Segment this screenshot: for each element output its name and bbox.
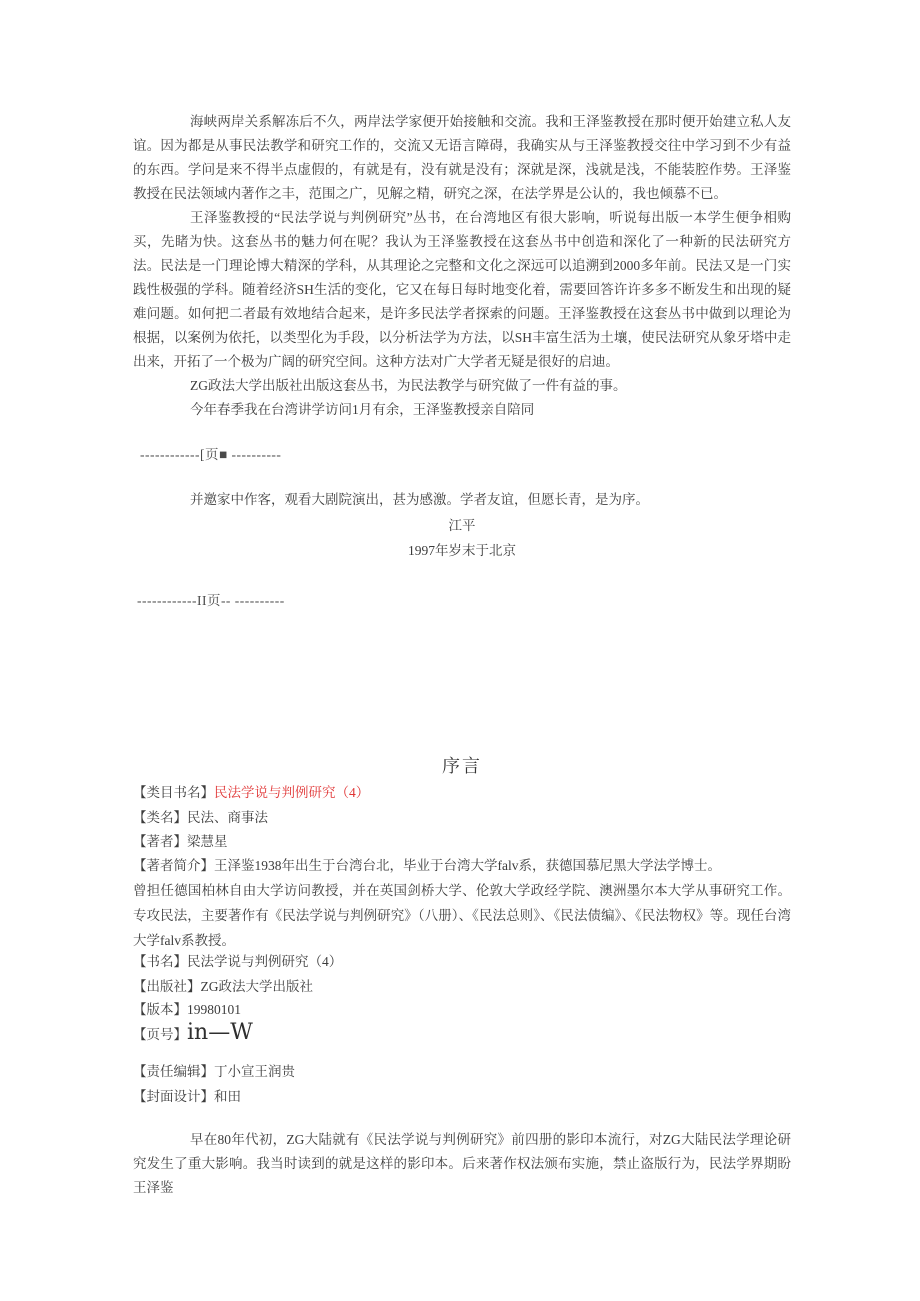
meta-value-author: 梁慧星	[187, 834, 228, 849]
preface-heading: 序言	[442, 756, 482, 776]
meta-value-cover-design: 和田	[214, 1089, 241, 1104]
meta-value-publisher: ZG政法大学出版社	[200, 979, 313, 994]
meta-row-category	[133, 806, 791, 830]
meta-label-author: 【著者】	[133, 834, 187, 849]
meta-row-author-bio	[133, 853, 791, 953]
paragraph-preface-3: ZG政法大学出版社出版这套丛书，为民法教学与研究做了一件有益的事。	[190, 378, 627, 393]
meta-label-author-bio: 【著者简介】	[133, 858, 214, 873]
author-bio-continuation: 曾担任德国柏林自由大学访问教授，并在英国剑桥大学、伦敦大学政经学院、澳洲墨尔本大学从事研究工作。专攻民法，主要著作有《民法学说与判例研究》（八册）、《民法总则》、《民法债编》、《民法物权》等。现任台湾大学falv系教授。	[133, 883, 791, 948]
meta-row-publisher	[133, 975, 791, 999]
page-break-marker-2: ------------II页-- ----------	[137, 593, 285, 608]
meta-label-book-title: 【书名】	[133, 954, 187, 969]
meta-row-page-number	[133, 1018, 791, 1050]
paragraph-preface-5: 并邀家中作客，观看大剧院演出，甚为感激。学者友谊，但愿长青，是为序。	[190, 492, 649, 507]
meta-label-edition: 【版本】	[133, 1002, 187, 1017]
paragraph-closing: 早在80年代初，ZG大陆就有《民法学说与判例研究》前四册的影印本流行，对ZG大陆民法学理论研究发生了重大影响。我当时读到的就是这样的影印本。后来著作权法颁布实施，禁止盗版行为，民法学界期盼王泽鉴	[133, 1132, 791, 1195]
meta-value-edition: 19980101	[187, 1002, 241, 1017]
date-line: 1997年岁末于北京	[408, 543, 516, 558]
author-bio-line1	[133, 853, 791, 878]
meta-label-publisher: 【出版社】	[133, 979, 201, 994]
meta-value-category-book-title: 民法学说与判例研究（4）	[214, 785, 370, 800]
paragraph-preface-4: 今年春季我在台湾讲学访问1月有余，王泽鉴教授亲自陪同	[190, 402, 535, 417]
meta-row-cover-design	[133, 1085, 791, 1109]
meta-value-editor: 丁小宣王润贵	[214, 1064, 295, 1079]
signature-line: 江平	[448, 518, 476, 533]
meta-row-editor	[133, 1060, 791, 1084]
paragraph-preface-1: 海峡两岸关系解冻后不久，两岸法学家便开始接触和交流。我和王泽鉴教授在那时便开始建立私人友谊。因为都是从事民法教学和研究工作的，交流又无语言障碍，我确实从与王泽鉴教授交往中学习到不少有益的东西。学问是来不得半点虚假的，有就是有，没有就是没有；深就是深，浅就是浅，不能装腔作势。王泽鉴教授在民法领域内著作之丰，范围之广，见解之精，研究之深，在法学界是公认的，我也倾慕不已。	[133, 114, 791, 201]
paragraph-preface-2: 王泽鉴教授的“民法学说与判例研究”丛书，在台湾地区有很大影响，听说每出版一本学生便争相购买，先睹为快。这套丛书的魅力何在呢？我认为王泽鉴教授在这套丛书中创造和深化了一种新的民法研究方法。民法是一门理论博大精深的学科，从其理论之完整和文化之深远可以追溯到2000多年前。民法又是一门实践性极强的学科。随着经济SH生活的变化，它又在每日每时地变化着，需要回答许许多多不断发生和出现的疑难问题。如何把二者最有效地结合起来，是许多民法学者探索的问题。王泽鉴教授在这套丛书中做到以理论为根据，以案例为依托，以类型化为手段，以分析法学为方法，以SH丰富生活为土壤，使民法研究从象牙塔中走出来，开拓了一个极为广阔的研究空间。这种方法对广大学者无疑是很好的启迪。	[133, 210, 791, 369]
meta-value-book-title: 民法学说与判例研究（4）	[187, 954, 343, 969]
meta-label-category: 【类名】	[133, 810, 187, 825]
meta-value-author-bio: 王泽鉴1938年出生于台湾台北，毕业于台湾大学falv系，获德国慕尼黑大学法学博士。	[214, 858, 721, 873]
meta-row-category-book-title	[133, 781, 791, 805]
page-break-marker-1: ------------[页■ ----------	[140, 447, 282, 462]
meta-value-page-number: in—W	[187, 1020, 253, 1045]
meta-label-cover-design: 【封面设计】	[133, 1089, 214, 1104]
meta-row-book-title	[133, 950, 791, 974]
meta-row-author	[133, 830, 791, 854]
meta-value-category: 民法、商事法	[187, 810, 268, 825]
meta-label-page-number: 【页号】	[133, 1027, 187, 1042]
meta-label-category-book-title: 【类目书名】	[133, 785, 214, 800]
meta-label-editor: 【责任编辑】	[133, 1064, 214, 1079]
